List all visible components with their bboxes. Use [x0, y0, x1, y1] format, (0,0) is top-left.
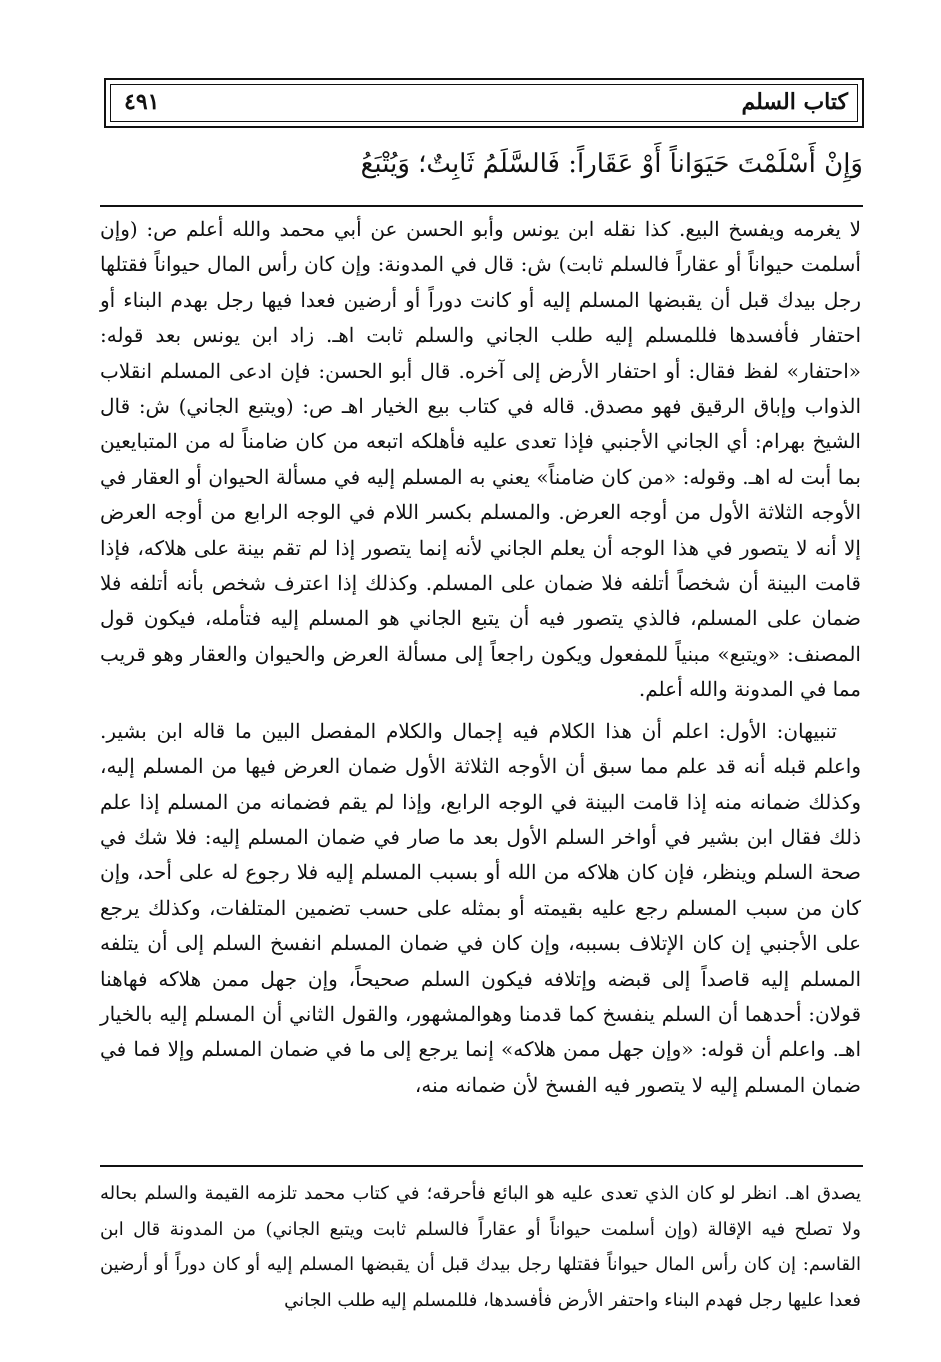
- footnote-text: يصدق اهـ. انظر لو كان الذي تعدى عليه هو البائع فأحرقه؛ في كتاب محمد تلزمه القيمة والسلم بحاله ولا تصلح فيه الإقالة (وإن أسلمت حيواناً أو عقاراً فالسلم ثابت ويتبع الجاني) من المدونة قال ابن القاسم: إن كان رأس المال حيواناً فقتلها رجل بيدك قبل أن يقبضها المسلم إليه أو كان دوراً أو أرضين فعدا عليها رجل فهدم البناء واحتفر الأرض فأفسدها، فللمسلم إليه طلب الجاني: [100, 1183, 861, 1311]
- matn-text: وَإِنْ أَسْلَمْتَ حَيَوَاناً أَوْ عَقَاراً: فَالسَّلَمُ ثَابِتٌ؛ وَيُتْبَعُ: [360, 149, 863, 179]
- page-number: ٤٩١: [124, 89, 160, 115]
- commentary-paragraph: تنبيهان: الأول: اعلم أن هذا الكلام فيه إجمال والكلام المفصل البين ما قاله ابن بشير. واعلم قبله أنه قد علم مما سبق أن الأوجه الثلاثة الأول ضمان العرض فيها من المسلم إليه، وكذلك ضمانه منه إذا قامت البينة في الوجه الرابع، وإذا لم يقم فضمانه من المسلم إذا علم ذلك فقال ابن بشير في أواخر السلم الأول بعد ما صار في ضمان المسلم إليه: فلا شك في صحة السلم وينظر، فإن كان هلاكه من الله أو بسبب المسلم إليه فلا رجوع له على أحد، وإن كان من سبب المسلم رجع عليه بقيمته أو بمثله على حسب تضمين المتلفات، وكذلك يرجع على الأجنبي إن كان الإتلاف بسببه، وإن كان في ضمان المسلم انفسخ السلم إلى أن يتلفه المسلم إليه قاصداً إلى قبضه وإتلافه فيكون السلم صحيحاً، وإن جهل ممن هلاكه فهاهنا قولان: أحدهما أن السلم ينفسخ كما قدمنا وهوالمشهور، والقول الثاني أن المسلم إليه بالخيار اهـ. واعلم أن قوله: «وإن جهل ممن هلاكه» إنما يرجع إلى ما في ضمان المسلم وإلا فما في ضمان المسلم إليه لا يتصور فيه الفسخ لأن ضمانه منه،: [100, 718, 862, 1097]
- footnote: [100, 1176, 861, 1318]
- header-title: كتاب السلم: [741, 89, 848, 115]
- matn-divider: [100, 205, 863, 207]
- commentary-paragraph: لا يغرمه ويفسخ البيع. كذا نقله ابن يونس وأبو الحسن عن أبي محمد والله أعلم ص: (وإن أسلمت حيواناً أو عقاراً فالسلم ثابت) ش: قال في المدونة: وإن كان رأس المال حيواناً فقتلها رجل بيدك قبل أن يقبضها المسلم إليه أو كانت دوراً أو أرضين فعدا فيها رجل بهدم البناء أو احتفار فأفسدها فللمسلم إليه طلب الجاني والسلم ثابت اهـ. زاد ابن يونس بعد قوله: «احتفار» لفظ فقال: أو احتفار الأرض إلى آخره. قال أبو الحسن: فإن ادعى المسلم انقلاب الذواب وإباق الرقيق فهو مصدق. قاله في كتاب بيع الخيار اهـ ص: (ويتبع الجاني) ش: قال الشيخ بهرام: أي الجاني الأجنبي فإذا تعدى عليه فأهلكه اتبعه من كان ضامناً له من المتبايعين بما أبت له اهـ. وقوله: «من كان ضامناً» يعني به المسلم إليه في مسألة الحيوان أو العقار في الأوجه الثلاثة الأول من أوجه العرض. والمسلم بكسر اللام في الوجه الرابع من أوجه العرض إلا أنه لا يتصور في هذا الوجه أن يعلم الجاني لأنه إنما يتصور إذا لم تقم بينة على هلاكه، فإذا قامت البينة أن شخصاً أتلفه فلا ضمان على المسلم. وكذلك إذا اعترف شخص بأنه أتلفه فلا ضمان على المسلم، فالذي يتصور فيه أن يتبع الجاني هو المسلم إليه فتأمله، فيكون قول المصنف: «ويتبع» مبنياً للمفعول ويكون راجعاً إلى مسألة العرض والحيوان والعقار وهو قريب مما في المدونة والله أعلم.: [100, 217, 862, 702]
- running-header: [104, 78, 864, 128]
- footnote-divider: [100, 1165, 863, 1167]
- commentary-body: [100, 212, 861, 1103]
